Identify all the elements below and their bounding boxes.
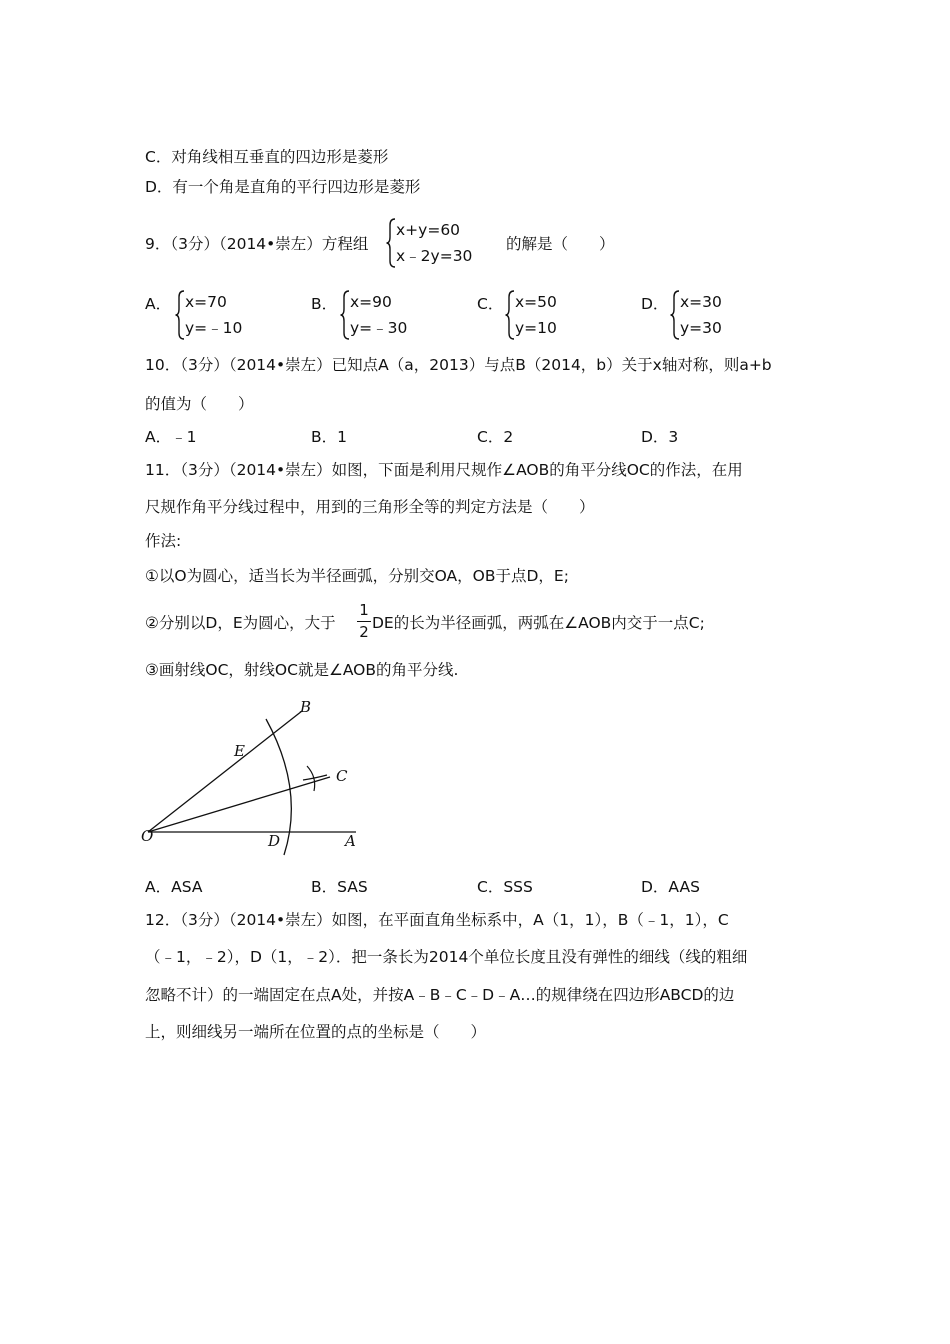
brace-icon xyxy=(505,290,515,340)
q9-equation-system xyxy=(386,218,486,268)
q11-option-a: A．ASA xyxy=(145,878,203,896)
brace-icon xyxy=(340,290,350,340)
option-system xyxy=(175,290,255,340)
label-a: A xyxy=(345,832,356,850)
label-d: D xyxy=(268,832,281,850)
q12-stem-line-1: 12．（3分）（2014•崇左）如图，在平面直角坐标系中，A（1，1），B（﹣1，1），C xyxy=(145,911,729,929)
q9-stem-pre: 9．（3分）（2014•崇左）方程组 xyxy=(145,235,369,253)
q11-step-2-pre: ②分别以D，E为圆心，大于 xyxy=(145,614,336,632)
q12-stem-line-4: 上，则细线另一端所在位置的点的坐标是（ ） xyxy=(145,1023,487,1041)
q10-stem-line-1: 10．（3分）（2014•崇左）已知点A（a，2013）与点B（2014，b）关于x轴对称，则a+b xyxy=(145,356,772,374)
q11-step-1: ①以O为圆心，适当长为半径画弧，分别交OA，OB于点D，E; xyxy=(145,567,569,585)
q11-stem-line-1: 11．（3分）（2014•崇左）如图，下面是利用尺规作∠AOB的角平分线OC的作法，在用 xyxy=(145,461,743,479)
q10-option-c: C．2 xyxy=(477,428,514,446)
option-label: B． xyxy=(311,295,338,313)
option-system xyxy=(505,290,585,340)
option-line-1: x=50 xyxy=(515,293,557,311)
q12-stem-line-2: （﹣1，﹣2），D（1，﹣2）．把一条长为2014个单位长度且没有弹性的细线（线的粗细 xyxy=(145,948,748,966)
q8-option-c: C．对角线相互垂直的四边形是菱形 xyxy=(145,148,389,166)
label-c: C xyxy=(336,767,348,785)
q9-eq2: x﹣2y=30 xyxy=(396,247,473,265)
q10-stem-line-2: 的值为（ ） xyxy=(145,395,254,413)
option-label: C． xyxy=(477,295,504,313)
fraction-one-half xyxy=(357,602,371,641)
q9-eq1: x+y=60 xyxy=(396,221,461,239)
q11-step-2-post: DE的长为半径画弧，两弧在∠AOB内交于一点C; xyxy=(372,614,705,632)
fraction-bar xyxy=(357,621,371,622)
option-line-2: y=﹣30 xyxy=(350,319,408,337)
q10-option-b: B．1 xyxy=(311,428,347,446)
option-line-1: x=70 xyxy=(185,293,227,311)
option-line-1: x=30 xyxy=(680,293,722,311)
label-e: E xyxy=(234,742,245,760)
ray-oc xyxy=(148,777,330,832)
q11-option-b: B．SAS xyxy=(311,878,368,896)
q12-stem-line-3: 忽略不计）的一端固定在点A处，并按A﹣B﹣C﹣D﹣A…的规律绕在四边形ABCD的边 xyxy=(145,986,735,1004)
brace-icon xyxy=(386,218,396,268)
q11-stem-line-2: 尺规作角平分线过程中，用到的三角形全等的判定方法是（ ） xyxy=(145,498,595,516)
q8-option-d: D．有一个角是直角的平行四边形是菱形 xyxy=(145,178,421,196)
label-b: B xyxy=(300,698,312,716)
brace-icon xyxy=(670,290,680,340)
q11-step-3: ③画射线OC，射线OC就是∠AOB的角平分线. xyxy=(145,661,459,679)
option-label: D． xyxy=(641,295,669,313)
q11-option-d: D．AAS xyxy=(641,878,700,896)
q9-stem-post: 的解是（ ） xyxy=(506,235,615,253)
option-system xyxy=(340,290,420,340)
brace-icon xyxy=(175,290,185,340)
option-line-2: y=﹣10 xyxy=(185,319,243,337)
q10-option-d: D．3 xyxy=(641,428,679,446)
q10-option-a: A．﹣1 xyxy=(145,428,197,446)
option-line-1: x=90 xyxy=(350,293,392,311)
fraction-numerator: 1 xyxy=(359,601,369,619)
q11-method-title: 作法: xyxy=(145,532,182,550)
angle-bisector-figure xyxy=(135,695,370,860)
option-line-2: y=10 xyxy=(515,319,557,337)
fraction-denominator: 2 xyxy=(359,623,369,641)
ray-ob xyxy=(148,711,302,832)
option-line-2: y=30 xyxy=(680,319,722,337)
option-system xyxy=(670,290,750,340)
option-label: A． xyxy=(145,295,172,313)
label-o: O xyxy=(141,827,154,845)
q11-option-c: C．SSS xyxy=(477,878,533,896)
